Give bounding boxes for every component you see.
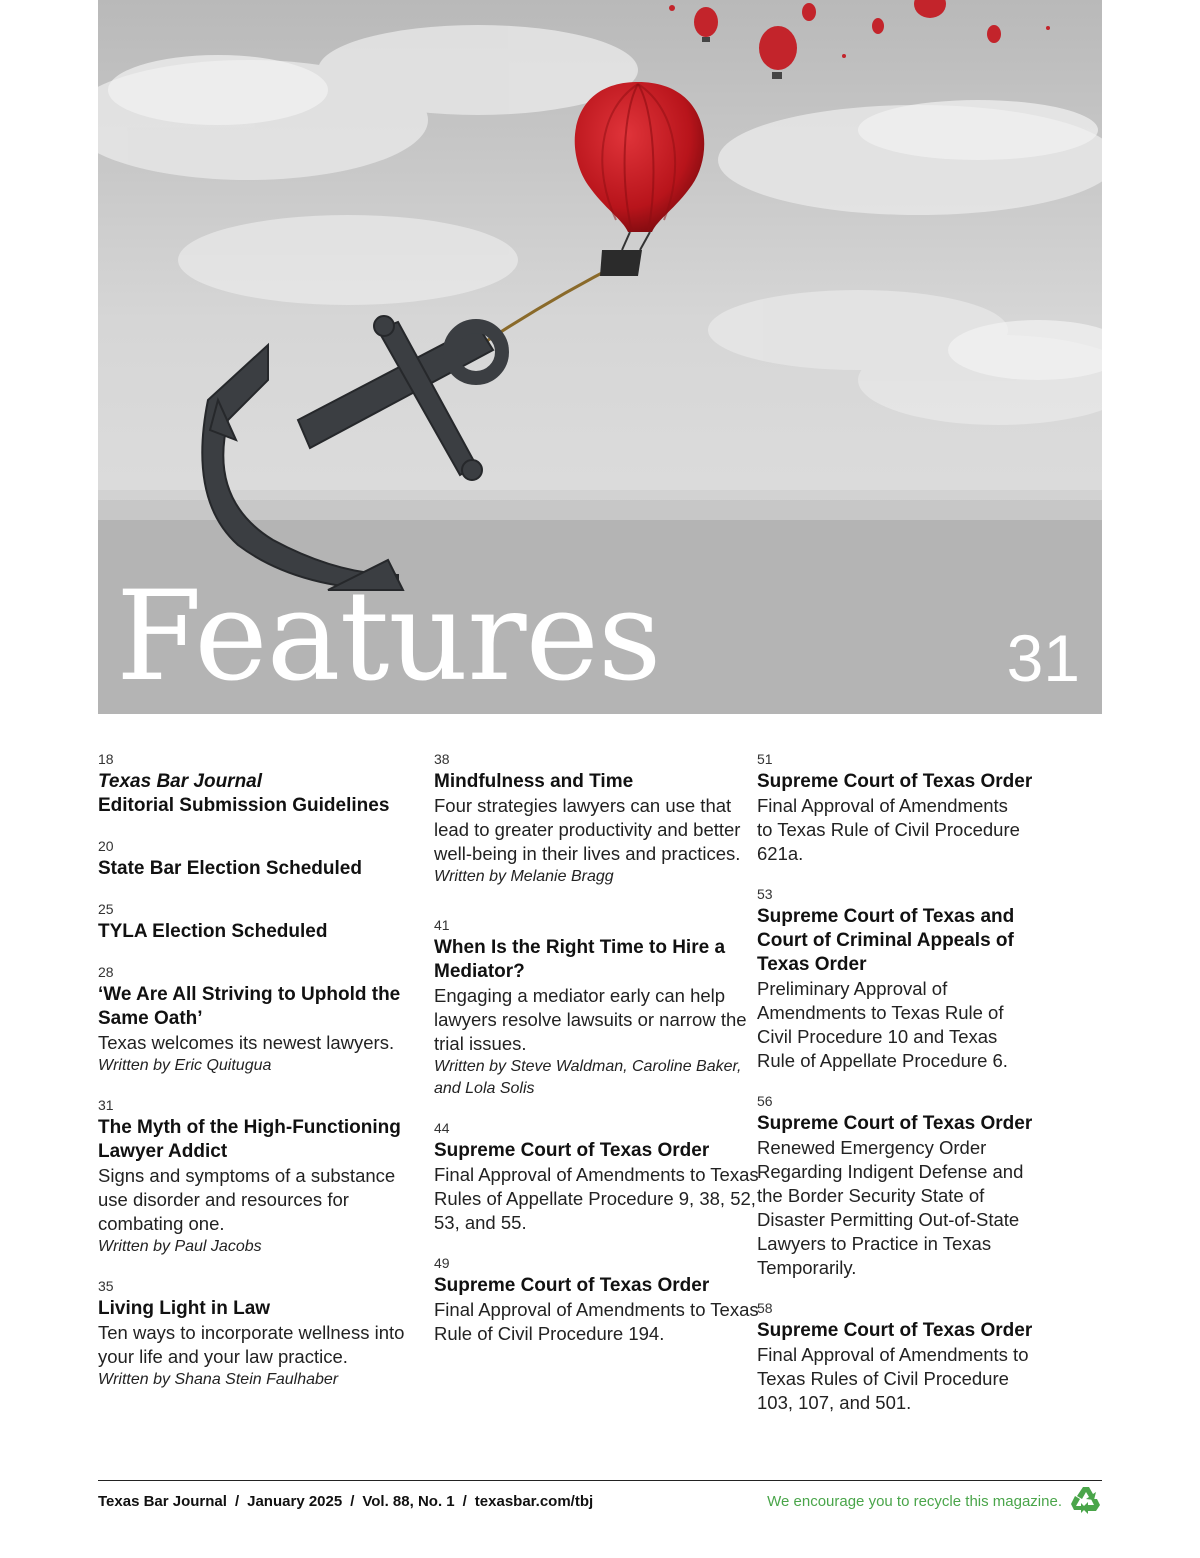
entry-author: Written by Paul Jacobs (98, 1238, 262, 1255)
entry-title: When Is the Right Time to Hire a Mediator? (434, 937, 726, 982)
toc-column-3 (757, 750, 1102, 1434)
entry-description: Final Approval of Amendments to Texas Rule of Civil Procedure 194. (434, 1299, 759, 1344)
entry-title: The Myth of the High-Functioning Lawyer Addict (98, 1117, 401, 1162)
entry-title: Supreme Court of Texas Order (757, 771, 1033, 792)
entry-page: 56 (757, 1093, 773, 1109)
footer-url[interactable]: texasbar.com/tbj (474, 1493, 594, 1510)
entry-description: Four strategies lawyers can use that lead to greater productivity and better well-being in their lives and practices. (434, 795, 741, 864)
section-title: Features (116, 565, 661, 709)
toc-entry[interactable] (434, 750, 764, 888)
entry-title: Living Light in Law (98, 1298, 271, 1319)
entry-description: Texas welcomes its newest lawyers. (98, 1032, 395, 1053)
entry-page: 20 (98, 838, 114, 854)
footer-journal: Texas Bar Journal (98, 1493, 227, 1510)
entry-description: Engaging a mediator early can help lawyers resolve lawsuits or narrow the trial issues. (434, 985, 747, 1054)
toc-entry[interactable] (98, 963, 428, 1077)
footer-date: January 2025 (247, 1493, 343, 1510)
hero-image (98, 0, 1102, 714)
entry-page: 58 (757, 1300, 773, 1316)
toc-entry[interactable] (757, 1092, 1102, 1280)
footer-volume: Vol. 88, No. 1 (362, 1493, 455, 1510)
toc-entry[interactable] (757, 750, 1102, 866)
entry-page: 44 (434, 1120, 450, 1136)
recycle-icon (1070, 1484, 1102, 1516)
footer-citation (98, 1492, 593, 1512)
entry-description: Final Approval of Amendments to Texas Rules of Civil Procedure 103, 107, and 501. (757, 1344, 1029, 1413)
footer-separator: / (462, 1493, 467, 1510)
page-number: 31 (1006, 621, 1080, 695)
toc-entry[interactable] (98, 1277, 428, 1391)
toc-entry[interactable] (98, 750, 428, 818)
footer-rule (98, 1480, 1102, 1481)
recycle-note: We encourage you to recycle this magazine. (767, 1493, 1062, 1510)
entry-title: State Bar Election Scheduled (98, 858, 362, 879)
entry-title: ‘We Are All Striving to Uphold the Same Oath’ (98, 984, 401, 1029)
footer-separator: / (350, 1493, 355, 1510)
entry-description: Preliminary Approval of Amendments to Texas Rule of Civil Procedure 10 and Texas Rule of Appellate Procedure 6. (757, 978, 1008, 1071)
entry-title: Editorial Submission Guidelines (98, 795, 390, 816)
entry-page: 18 (98, 751, 114, 767)
entry-page: 49 (434, 1255, 450, 1271)
entry-title: Supreme Court of Texas and Court of Criminal Appeals of Texas Order (757, 906, 1015, 975)
entry-page: 51 (757, 751, 773, 767)
entry-author: Written by Melanie Bragg (434, 868, 614, 885)
entry-page: 53 (757, 886, 773, 902)
entry-author: Written by Steve Waldman, Caroline Baker, and Lola Solis (434, 1058, 742, 1097)
entry-title: Supreme Court of Texas Order (434, 1275, 710, 1296)
entry-page: 35 (98, 1278, 114, 1294)
entry-title: Supreme Court of Texas Order (757, 1113, 1033, 1134)
footer-separator: / (234, 1493, 240, 1510)
entry-title: TYLA Election Scheduled (98, 921, 328, 942)
entry-title: Supreme Court of Texas Order (757, 1320, 1033, 1341)
toc-entry[interactable] (98, 900, 428, 944)
entry-title: Supreme Court of Texas Order (434, 1140, 710, 1161)
entry-description: Renewed Emergency Order Regarding Indigent Defense and the Border Security State of Disaster Permitting Out-of-State Lawyers to Practice in Texas Temporarily. (757, 1137, 1024, 1278)
entry-description: Final Approval of Amendments to Texas Rule of Civil Procedure 621a. (757, 795, 1020, 864)
entry-page: 38 (434, 751, 450, 767)
entry-page: 25 (98, 901, 114, 917)
entry-title: Mindfulness and Time (434, 771, 634, 792)
entry-author: Written by Shana Stein Faulhaber (98, 1371, 339, 1388)
entry-page: 31 (98, 1097, 114, 1113)
entry-description: Ten ways to incorporate wellness into your life and your law practice. (98, 1322, 405, 1367)
entry-author: Written by Eric Quitugua (98, 1057, 272, 1074)
toc-entry[interactable] (757, 1299, 1102, 1415)
toc-entry[interactable] (98, 1096, 428, 1258)
entry-title-italic: Texas Bar Journal (98, 771, 263, 792)
toc-entry[interactable] (757, 885, 1102, 1073)
entry-page: 28 (98, 964, 114, 980)
toc-entry[interactable] (434, 916, 764, 1100)
toc-column-1 (98, 750, 428, 1410)
toc-entry[interactable] (434, 1254, 764, 1346)
toc-entry[interactable] (434, 1119, 764, 1235)
entry-page: 41 (434, 917, 450, 933)
entry-description: Final Approval of Amendments to Texas Rules of Appellate Procedure 9, 38, 52, 53, and 55. (434, 1164, 759, 1233)
entry-description: Signs and symptoms of a substance use disorder and resources for combating one. (98, 1165, 396, 1234)
toc-entry[interactable] (98, 837, 428, 881)
toc-column-2 (434, 750, 764, 1365)
